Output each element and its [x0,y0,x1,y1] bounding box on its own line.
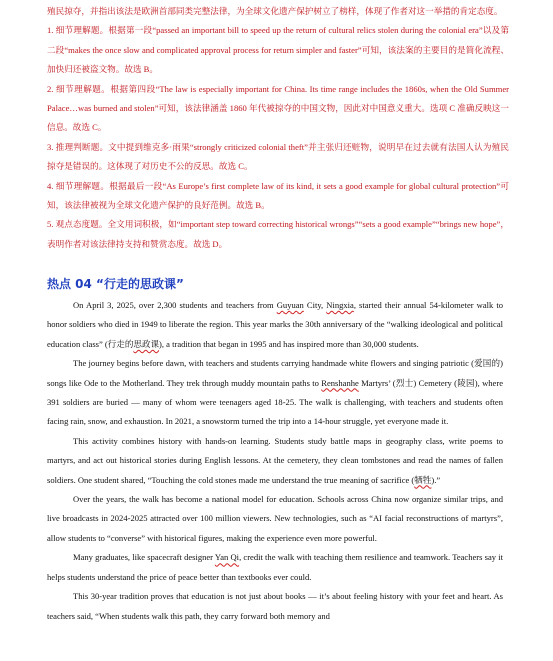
text-segment: The journey begins before dawn, with teachers and students carrying handmade white flowers and singing patriotic (爱国的) songs like Ode to the Motherland. They trek through muddy mountain paths to [47,358,503,388]
text-segment: ), a tradition that began in 1995 and has inspired more than 30,000 students. [159,338,419,349]
text-segment: This 30-year tradition proves that education is not just about books — it’s about feeling history with your feet and heart. As teachers said, “When students walk this path, they carry forward both memory and [47,591,503,621]
answer-continuation: 殖民掠夺，并指出该法是欧洲首部同类完整法律，为全球文化遗产保护树立了榜样，体现了作者对这一举措的肯定态度。 [47,6,503,16]
paragraph-4 [47,490,503,548]
answer-explanations [47,2,509,254]
text-segment: , started their annual 54-kilometer walk to honor soldiers who died in 1949 to liberate the region. This year marks the 30th anniversary of the “walking ideological and political education class” (行走的 [47,300,504,349]
text-segment: Many graduates, like spacecraft designer [73,552,215,563]
article-body [47,296,503,626]
text-segment: City, [303,300,327,310]
text-segment: Martyrs’ (烈士) Cemetery (陵园), where 391 soldiers are buried — many of whom were teenagers aged 18-25. The walk is challenging, with teachers and students often facing rain, snow, and exhaustion. In 2021, a snowstorm turned the trip into a 14-hour struggle, yet everyone made it. [47,377,503,427]
underlined-term: 思政课 [133,338,160,349]
paragraph-1 [47,296,503,354]
paragraph-3 [47,432,503,490]
text-segment: Over the years, the walk has become a national model for education. Schools across China now organize similar trips, and live broadcasts in 2024-2025 attracted over 100 million viewers. New technologies, such as “AI facial reconstructions of martyrs”, allow students to “converse” with historical figures, making the experience even more powerful. [47,494,503,543]
text-segment: ).” [431,474,441,485]
answer-1: 1. 细节理解题。根据第一段“passed an important bill to speed up the return of cultural relics stolen during the colonial era”以及第二段“makes the once slow and complicated approval process for return simpler and faster”可知，该法案的主要目的是简化流程、加快归还被盗文物。故选 B。 [47,25,509,75]
text-segment: , credit the walk with teaching them resilience and teamwork. Teachers say it helps students understand the price of peace better than textbooks ever could. [47,552,503,582]
answer-3: 3. 推理判断题。文中提到维克多·雨果“strongly criticized colonial theft”并主张归还赃物，说明早在过去就有法国人认为殖民掠夺是错误的。这体现了对历史不公的反思。故选 C。 [47,141,509,172]
answer-4: 4. 细节理解题。根据最后一段“As Europe’s first complete law of its kind, it sets a good example for global cultural protection”可知，该法律被视为全球文化遗产保护的良好范例。故选 B。 [47,180,509,211]
underlined-term: 牺牲 [414,474,432,485]
answer-5: 5. 观点态度题。全文用词积极，如“important step toward correcting historical wrongs”“sets a good example”“brings new hope”，表明作者对该法律持支持和赞赏态度。故选 D。 [47,219,509,249]
paragraph-5 [47,548,503,587]
paragraph-2 [47,354,503,432]
underlined-term: Renshanhe [321,377,359,388]
underlined-term: Guyuan [276,300,304,310]
paragraph-6 [47,587,503,626]
section-title: 热点 04 “行走的思政课” [47,277,184,291]
underlined-term: Ningxia [326,300,354,310]
text-segment: On April 3, 2025, over 2,300 students and teachers from [73,300,277,310]
underlined-term: Yan Qi [214,552,240,563]
answer-2: 2. 细节理解题。根据第四段“The law is especially important for China. Its time range includes the 1860s, when the Old Summer Palace…was burned and stolen”可知，该法律涵盖 1860 年代被掠夺的中国文物，因此对中国意义重大。选项 C 准确反映这一信息。故选 C。 [47,83,509,133]
text-segment: This activity combines history with hands-on learning. Students study battle maps in geography class, write poems to martyrs, and act out historical stories during English lessons. At the cemetery, they clean tombstones and read the names of fallen soldiers. One student shared, “Touching the cold stones made me understand the true meaning of sacrifice ( [47,435,503,485]
